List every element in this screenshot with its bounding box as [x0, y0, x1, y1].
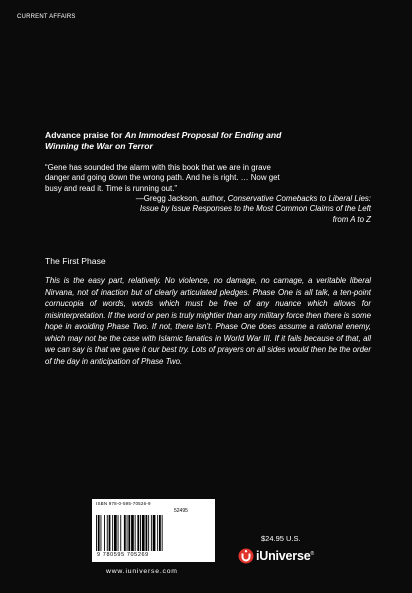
barcode-bar	[137, 515, 139, 551]
publisher-name	[256, 549, 314, 563]
barcode-bar	[112, 515, 113, 551]
iuniverse-logo-icon	[238, 548, 254, 564]
attribution-line-1	[45, 194, 371, 204]
barcode-bar	[142, 515, 145, 551]
barcode-bar	[124, 515, 126, 551]
publisher-name-text: iUniverse	[256, 549, 311, 563]
quote-line-2: danger and going down the wrong path. And he is right. … Now get	[45, 173, 280, 183]
quote-line-3: busy and read it. Time is running out.”	[45, 183, 178, 193]
book-title-line-1: An Immodest Proposal for Ending and	[124, 130, 282, 140]
barcode-bar	[118, 515, 119, 551]
registered-mark: ®	[310, 550, 314, 557]
barcode-bar	[148, 515, 149, 551]
barcode-digits: 9 780595 705269	[97, 552, 149, 558]
barcode-bar	[131, 515, 134, 551]
barcode-bars	[96, 515, 208, 551]
praise-quote	[45, 163, 375, 194]
category-label: CURRENT AFFAIRS	[17, 14, 76, 20]
barcode-bar	[114, 515, 117, 551]
barcode-bar	[128, 515, 130, 551]
barcode-bar	[151, 515, 152, 551]
section-title: The First Phase	[45, 256, 106, 266]
barcode-bar	[135, 515, 136, 551]
barcode-bar	[109, 515, 111, 551]
attribution-title-3: from A to Z	[332, 214, 371, 224]
barcode-bar	[162, 515, 163, 551]
barcode-bar	[127, 515, 128, 551]
isbn-label: ISBN 978-0-595-70526-9	[96, 501, 151, 506]
barcode-bar	[157, 515, 158, 551]
publisher-logo	[238, 547, 348, 567]
barcode-bar	[159, 515, 161, 551]
praise-prefix: Advance praise for	[45, 130, 125, 140]
barcode-bar	[101, 515, 102, 551]
barcode-bar	[104, 515, 105, 551]
quote-line-1: “Gene has sounded the alarm with this book that we are in grave	[45, 163, 271, 172]
attribution-author: —Gregg Jackson, author,	[135, 194, 228, 203]
barcode-bar	[98, 515, 100, 551]
attribution-title-1: Conservative Comebacks to Liberal Lies:	[227, 194, 371, 203]
barcode-bar	[153, 515, 156, 551]
book-title-line-2: Winning the War on Terror	[45, 141, 153, 151]
barcode-bar	[96, 515, 97, 551]
website-link[interactable]: www.iuniverse.com	[106, 568, 178, 575]
quote-attribution	[45, 194, 371, 225]
attribution-title-2: Issue by Issue Responses to the Most Common Claims of the Left	[139, 204, 371, 214]
barcode-bar	[120, 515, 121, 551]
barcode-bar	[140, 515, 141, 551]
price-label: $24.95 U.S.	[261, 534, 301, 543]
excerpt-text: This is the easy part, relatively. No violence, no damage, no carnage, a veritable liberal Nirvana, not of inaction but of clearly articulated pledges. Phase One is all talk, a ten-point cornucopia of words, words which must be free of any nuance which allows for misinterpretation. If the word or pen is truly mightier than any military force then there is some hope in avoiding Phase Two. If not, there isn’t. Phase One does assume a rational enemy, which may not be the case with Islamic fanatics in World War III. If it fails because of that, all we can say is that we gave it our best try. Lots of prayers on all sides would then be the order of the day in anticipation of Phase Two.	[45, 276, 371, 366]
praise-heading	[45, 130, 375, 152]
barcode-bar	[146, 515, 148, 551]
barcode-price-code: 52495	[174, 508, 188, 514]
barcode-bar	[107, 515, 108, 551]
